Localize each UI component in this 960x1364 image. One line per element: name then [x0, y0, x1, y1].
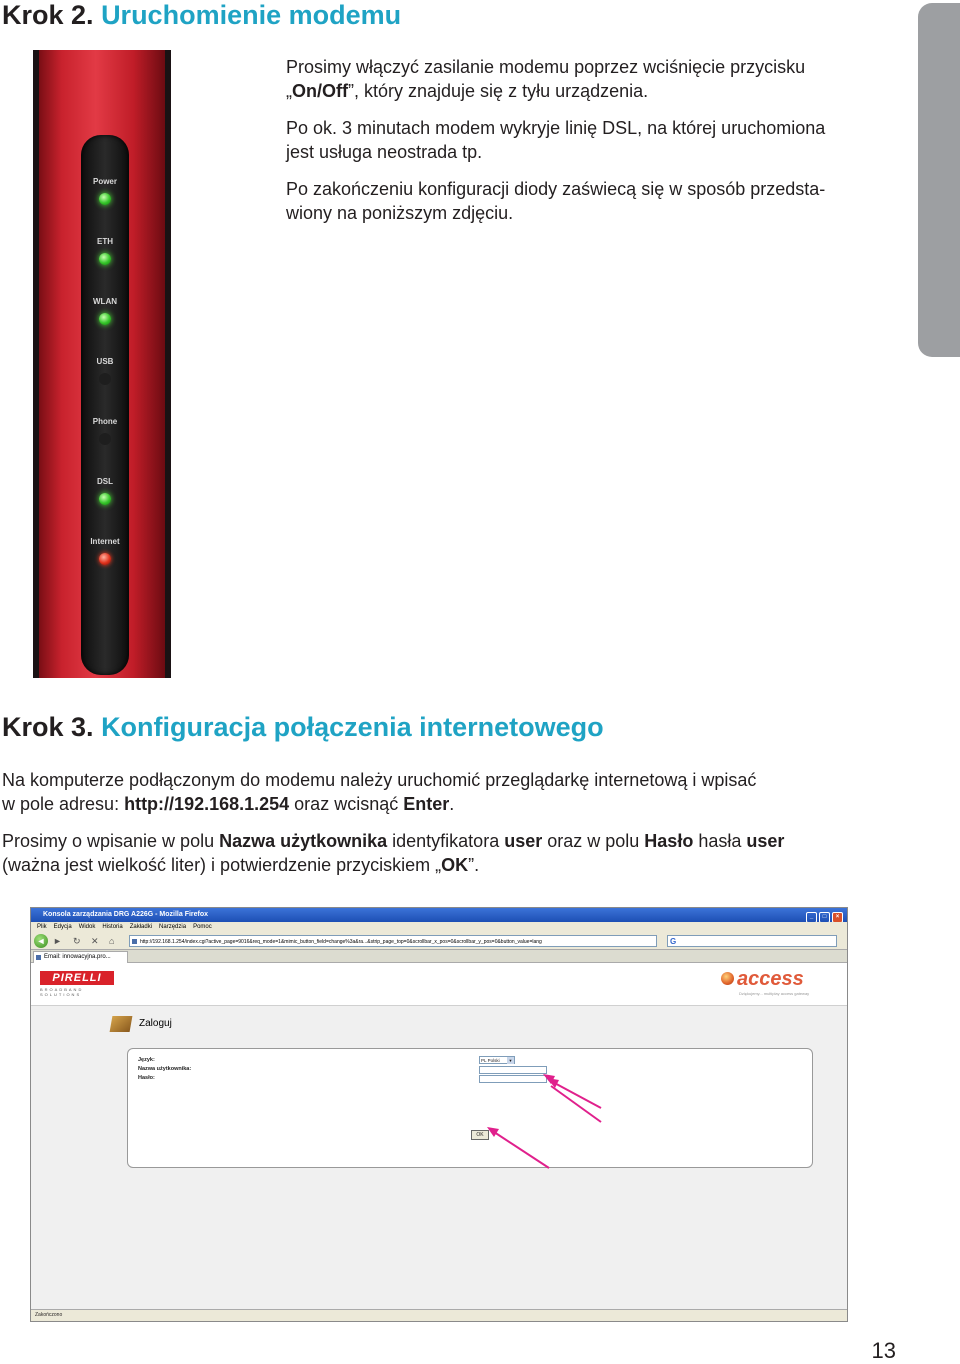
close-icon[interactable]: × [832, 912, 843, 923]
step3-title: Konfiguracja połączenia internetowego [101, 712, 604, 742]
annotation-arrows [31, 908, 848, 1322]
back-icon[interactable]: ◄ [34, 934, 48, 948]
arrow-head-ok [487, 1127, 499, 1137]
step2-paragraph-3: Po zakończeniu konfiguracji diody zaświecą się w sposób przedsta- wiony na poniższym zdjęciu. [286, 179, 826, 223]
step2-prefix: Krok 2. [2, 0, 94, 30]
step3-text [2, 768, 882, 877]
modem-photo [33, 50, 171, 678]
google-search-icon: G [670, 937, 677, 946]
username-field-name: Nazwa użytkownika [219, 831, 388, 851]
page-number: 13 [871, 1338, 896, 1363]
step2-title: Uruchomienie modemu [101, 0, 402, 30]
led-indicator [99, 193, 111, 205]
minimize-icon[interactable]: _ [806, 912, 817, 923]
login-title: Zaloguj [139, 1018, 172, 1029]
step2-heading [2, 0, 401, 31]
username-label: Nazwa użytkownika: [138, 1066, 192, 1072]
led-label: Power [92, 177, 117, 186]
menu-item[interactable]: Plik [37, 924, 47, 930]
led-label: WLAN [93, 297, 117, 306]
led-label: USB [96, 357, 114, 366]
onoff-label: On/Off [292, 81, 348, 101]
language-label: Język: [138, 1057, 155, 1063]
led-label: Phone [92, 417, 118, 426]
led-label: Internet [90, 537, 120, 546]
reload-icon[interactable]: ↻ [73, 936, 81, 946]
led-indicator [99, 493, 111, 505]
router-address: http://192.168.1.254 [124, 794, 290, 814]
step2-paragraph-2: Po ok. 3 minutach modem wykryje linię DSL, na której uruchomiona jest usługa neostrada tp. [286, 118, 826, 162]
browser-statusbar: Zakończono [31, 1309, 847, 1321]
address-bar-url: http://192.168.1.254/index.cgi?active_page=9016&req_mode=1&mimic_button_field=change%3a&ra...&strip_page_top=0&scrollbar_x_pos=0&scrollbar_y_pos=0&button_value=lang [140, 939, 542, 945]
forward-icon[interactable]: ► [53, 936, 62, 946]
language-select-value: PL Polski [481, 1058, 500, 1063]
maximize-icon[interactable]: □ [819, 912, 830, 923]
side-tab-marker [918, 3, 960, 357]
password-field-name: Hasło [644, 831, 694, 851]
enter-key: Enter [403, 794, 450, 814]
led-indicator [99, 313, 111, 325]
menu-item[interactable]: Widok [78, 924, 96, 930]
step3-prefix: Krok 3. [2, 712, 94, 742]
access-tagline: Dziękujemy... multiplay access gateway [739, 991, 810, 996]
menu-item[interactable]: Pomoc [193, 924, 212, 930]
menu-item[interactable]: Narzędzia [159, 924, 187, 930]
led-label: DSL [97, 477, 113, 486]
ok-button-name: OK [441, 855, 469, 875]
led-indicator [99, 253, 111, 265]
chevron-down-icon: ▼ [508, 1058, 513, 1063]
ok-button[interactable]: OK [471, 1130, 489, 1140]
step3-paragraph-1: Na komputerze podłączonym do modemu należy uruchomić przeglądarkę internetową i wpisać w pole adresu: http://192.168.1.254 oraz wcisnąć Enter. [2, 770, 757, 814]
modem-led-panel [81, 135, 129, 675]
step2-text [286, 55, 882, 225]
led-indicator [99, 553, 111, 565]
led-label: ETH [97, 237, 113, 246]
menu-item[interactable]: Zakładki [129, 924, 153, 930]
stop-icon[interactable]: ✕ [91, 936, 99, 946]
step3-heading [2, 712, 604, 743]
menu-item[interactable]: Historia [102, 924, 123, 930]
home-icon[interactable]: ⌂ [109, 936, 115, 946]
step2-paragraph-1: Prosimy włączyć zasilanie modemu poprzez wciśnięcie przycisku „On/Off”, który znajduje się z tyłu urządzenia. [286, 57, 806, 101]
window-title: Konsola zarządzania DRG A226G - Mozilla Firefox [43, 911, 209, 918]
step3-paragraph-2: Prosimy o wpisanie w polu Nazwa użytkownika identyfikatora user oraz w polu Hasło hasła user (ważna jest wielkość liter) i potwierdzenie przyciskiem „OK”. [2, 831, 785, 875]
browser-screenshot [30, 907, 848, 1322]
led-indicator [99, 433, 111, 445]
password-value: user [746, 831, 785, 851]
tab-label: Email: innowacyjna.pro... [44, 954, 111, 960]
led-indicator [99, 373, 111, 385]
menu-item[interactable]: Edycja [53, 924, 72, 930]
username-value: user [504, 831, 543, 851]
password-label: Hasło: [138, 1075, 155, 1081]
access-logo: access [737, 968, 804, 990]
pirelli-logo: PIRELLI [40, 971, 114, 985]
pirelli-subtitle: BROADBAND SOLUTIONS [40, 987, 84, 997]
arrow-ok [491, 1130, 549, 1168]
